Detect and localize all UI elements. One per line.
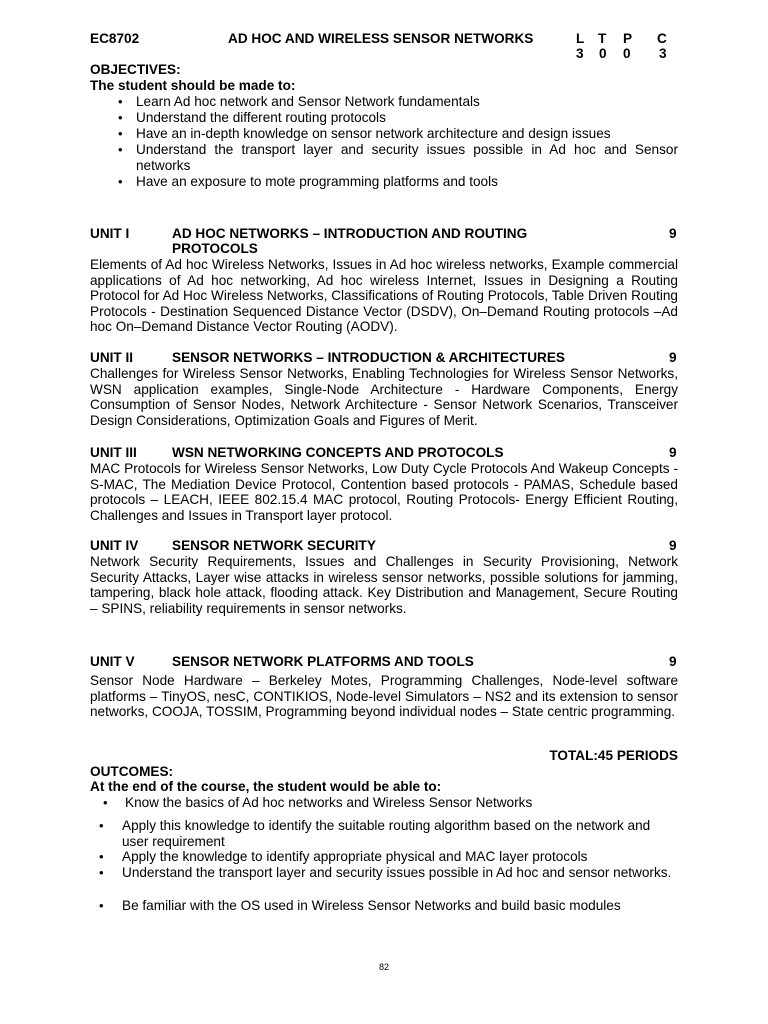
ltpc-letter-p: P: [623, 31, 633, 46]
ltpc-letter-c: C: [657, 31, 667, 46]
outcomes-intro: At the end of the course, the student would be able to:: [90, 779, 442, 794]
ltpc-value-t: 0: [599, 46, 607, 61]
objective-item: Have an in-depth knowledge on sensor network architecture and design issues: [136, 126, 611, 141]
outcome-item: Apply the knowledge to identify appropriate physical and MAC layer protocols: [122, 849, 588, 864]
bullet-icon: •: [118, 110, 123, 125]
bullet-icon: •: [118, 126, 123, 141]
unit-body: Network Security Requirements, Issues and Challenges in Security Provisioning, Network Security Attacks, Layer wise attacks in wireless sensor networks, possible solutions for jamming, tampering, black hole attack, flooding attack. Key Distribution and Management, Secure Routing – SPINS, reliability requirements in sensor networks.: [90, 554, 678, 616]
outcome-item: Be familiar with the OS used in Wireless Sensor Networks and build basic modules: [122, 898, 621, 913]
bullet-icon: •: [118, 174, 123, 189]
unit-body: Elements of Ad hoc Wireless Networks, Issues in Ad hoc wireless networks, Example commercial applications of Ad hoc networking, Ad hoc wireless Internet, Issues in Designing a Routing Protocol for Ad Hoc Wireless Networks, Classifications of Routing Protocols, Table Driven Routing Protocols - Destination Sequenced Distance Vector (DSDV), On–Demand Routing protocols –Ad hoc On–Demand Distance Vector Routing (AODV).: [90, 257, 678, 335]
page-number: 82: [378, 962, 389, 972]
ltpc-letter-t: T: [598, 31, 607, 46]
objective-item: Understand the transport layer and security issues possible in Ad hoc and Sensor networks: [136, 142, 678, 173]
bullet-icon: •: [103, 795, 108, 810]
unit-hours: 9: [669, 538, 677, 553]
objective-item: Understand the different routing protocols: [136, 110, 386, 125]
unit-label: UNIT IV: [90, 538, 139, 553]
unit-hours: 9: [669, 445, 677, 460]
objectives-intro: The student should be made to:: [90, 78, 296, 93]
total-periods: TOTAL:45 PERIODS: [549, 748, 678, 763]
outcome-item: Understand the transport layer and security issues possible in Ad hoc and sensor networks.: [122, 865, 672, 880]
objective-item: Have an exposure to mote programming platforms and tools: [136, 174, 498, 189]
unit-label: UNIT I: [90, 226, 130, 241]
unit-body: Challenges for Wireless Sensor Networks, Enabling Technologies for Wireless Sensor Networks, WSN application examples, Single-Node Architecture - Hardware Components, Energy Consumption of Sensor Nodes, Network Architecture - Sensor Network Scenarios, Transceiver Design Considerations, Optimization Goals and Figures of Merit.: [90, 366, 678, 428]
course-code: EC8702: [90, 31, 140, 46]
bullet-icon: •: [118, 94, 123, 109]
unit-title-continued: PROTOCOLS: [172, 241, 258, 256]
unit-label: UNIT III: [90, 445, 137, 460]
unit-label: UNIT II: [90, 350, 134, 365]
ltpc-value-c: 3: [659, 46, 667, 61]
ltpc-value-l: 3: [576, 46, 584, 61]
unit-title: SENSOR NETWORK SECURITY: [172, 538, 376, 553]
unit-title: AD HOC NETWORKS – INTRODUCTION AND ROUTING: [172, 226, 528, 241]
course-title: AD HOC AND WIRELESS SENSOR NETWORKS: [228, 31, 534, 46]
unit-hours: 9: [669, 350, 677, 365]
objective-item: Learn Ad hoc network and Sensor Network fundamentals: [136, 94, 480, 109]
unit-body: MAC Protocols for Wireless Sensor Networks, Low Duty Cycle Protocols And Wakeup Concepts - S-MAC, The Mediation Device Protocol, Contention based protocols - PAMAS, Schedule based protocols – LEACH, IEEE 802.15.4 MAC protocol, Routing Protocols- Energy Efficient Routing, Challenges and Issues in Transport layer protocol.: [90, 461, 678, 523]
unit-title: SENSOR NETWORKS – INTRODUCTION & ARCHITECTURES: [172, 350, 565, 365]
unit-title: SENSOR NETWORK PLATFORMS AND TOOLS: [172, 654, 474, 669]
unit-title: WSN NETWORKING CONCEPTS AND PROTOCOLS: [172, 445, 504, 460]
bullet-icon: •: [99, 818, 104, 833]
outcomes-heading: OUTCOMES:: [90, 764, 174, 779]
unit-body: Sensor Node Hardware – Berkeley Motes, Programming Challenges, Node-level software platforms – TinyOS, nesC, CONTIKIOS, Node-level Simulators – NS2 and its extension to sensor networks, COOJA, TOSSIM, Programming beyond individual nodes – State centric programming.: [90, 673, 678, 720]
unit-label: UNIT V: [90, 654, 135, 669]
objectives-heading: OBJECTIVES:: [90, 62, 181, 77]
bullet-icon: •: [99, 865, 104, 880]
bullet-icon: •: [99, 898, 104, 913]
unit-hours: 9: [669, 654, 677, 669]
outcome-item: Know the basics of Ad hoc networks and Wireless Sensor Networks: [125, 795, 533, 810]
bullet-icon: •: [99, 849, 104, 864]
unit-hours: 9: [669, 226, 677, 241]
bullet-icon: •: [118, 142, 123, 157]
outcome-item: Apply this knowledge to identify the suitable routing algorithm based on the network and user requirement: [122, 818, 651, 849]
ltpc-value-p: 0: [623, 46, 631, 61]
ltpc-letter-l: L: [576, 31, 585, 46]
